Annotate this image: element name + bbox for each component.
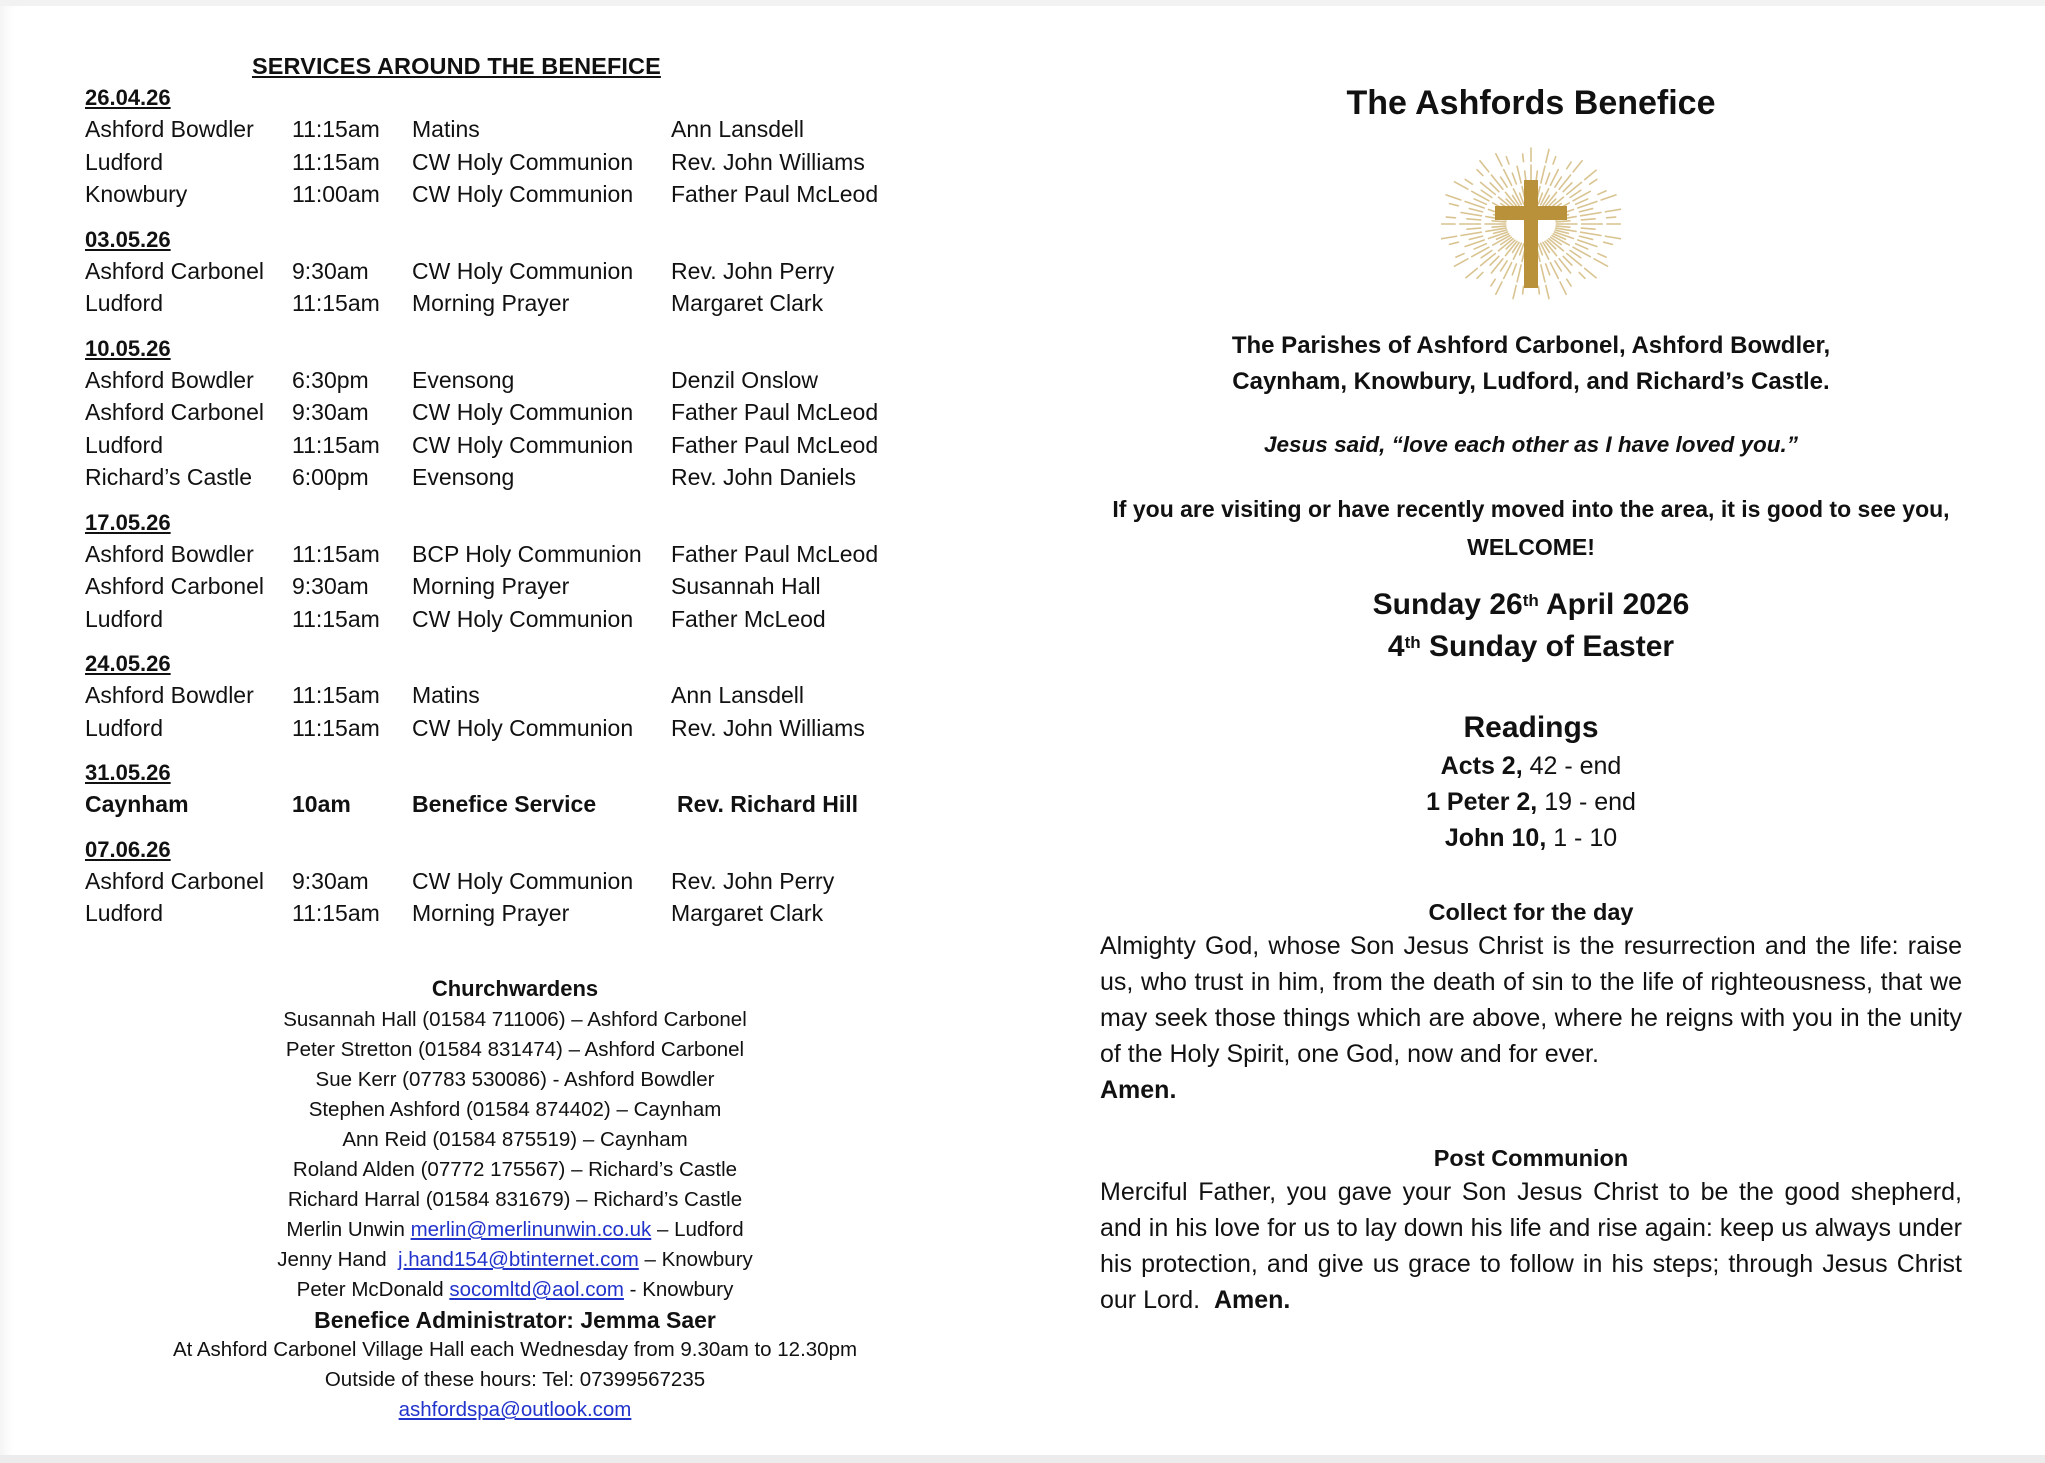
service-leader: Denzil Onslow (671, 366, 818, 393)
reading-book: 1 Peter 2, (1426, 788, 1538, 816)
ray-segment (1590, 179, 1597, 184)
ray-segment (1469, 209, 1482, 212)
churchwarden-entry (85, 1125, 945, 1155)
service-date-group (85, 835, 965, 930)
churchwarden-name: Roland Alden (292, 1158, 415, 1181)
service-place: Ludford (85, 900, 164, 926)
service-place: Richard’s Castle (85, 464, 253, 490)
service-date-group (85, 225, 965, 320)
churchwarden-parish: Ashford Bowdler (564, 1068, 715, 1091)
service-row (85, 538, 965, 571)
churchwarden-phone: (07783 530086) (402, 1068, 547, 1091)
churchwarden-phone: (01584 711006) (422, 1008, 566, 1031)
ray-segment (1461, 213, 1481, 216)
service-time: 11:15am (292, 290, 380, 316)
post-communion-text (1100, 1174, 1962, 1318)
scripture-quote: Jesus said, “love each other as I have loved you.” (1264, 432, 1798, 457)
ray-segment (1567, 162, 1571, 169)
service-type: CW Holy Communion (412, 605, 634, 632)
date-ordinal: th (1522, 591, 1539, 610)
right-column (1100, 80, 1962, 1318)
churchwarden-parish: Knowbury (642, 1278, 734, 1301)
service-row (85, 178, 965, 211)
churchwarden-separator: – (616, 1098, 628, 1121)
churchwarden-parish: Richard’s Castle (588, 1158, 738, 1181)
ray-segment (1594, 259, 1607, 266)
service-leader: Rev. John Perry (671, 257, 835, 284)
service-leader: Father Paul McLeod (671, 431, 879, 458)
ray-segment (1492, 221, 1506, 222)
ray-segment (1598, 191, 1606, 195)
service-time: 11:15am (292, 148, 380, 175)
ray-segment (1607, 217, 1616, 218)
churchwarden-separator: – (571, 1158, 583, 1181)
churchwardens-title: Churchwardens (431, 976, 599, 1001)
service-time: 10am (292, 791, 351, 817)
service-type: Morning Prayer (412, 573, 570, 599)
reading-item (1100, 820, 1962, 856)
churchwarden-entry (85, 1245, 945, 1275)
ray-segment (1517, 166, 1521, 183)
service-place: Ludford (85, 714, 164, 741)
service-leader: Rev. Richard Hill (677, 791, 859, 817)
service-type: Matins (412, 116, 480, 142)
churchwarden-parish: Caynham (599, 1128, 688, 1151)
ray-segment (1474, 199, 1486, 204)
churchwarden-separator: – (576, 1188, 588, 1211)
churchwarden-name: Peter McDonald (296, 1278, 444, 1301)
ray-segment (1555, 261, 1562, 271)
ray-segment (1506, 157, 1509, 164)
ray-segment (1461, 232, 1481, 235)
churchwarden-phone: (07772 175567) (420, 1158, 566, 1181)
post-communion-amen: Amen. (1213, 1286, 1291, 1314)
ray-segment (1465, 179, 1472, 184)
ray-segment (1601, 195, 1616, 200)
service-row (85, 429, 965, 462)
service-leader: Rev. John Williams (671, 148, 865, 175)
service-leader: Ann Lansdell (671, 116, 804, 142)
sunday-ordinal: th (1404, 633, 1421, 652)
ray-segment (1512, 264, 1516, 275)
ray-segment (1496, 282, 1502, 294)
service-leader: Father McLeod (671, 605, 826, 632)
ray-segment (1467, 228, 1481, 229)
ray-segment (1456, 254, 1464, 258)
ray-segment (1541, 265, 1545, 282)
service-type: CW Holy Communion (412, 181, 634, 207)
reading-verses: 42 - end (1522, 752, 1622, 780)
ray-segment (1474, 244, 1486, 249)
reading-book: John 10, (1444, 824, 1547, 852)
ray-segment (1517, 265, 1521, 282)
ray-segment (1481, 254, 1496, 266)
service-type: Morning Prayer (412, 290, 570, 316)
service-place: Caynham (85, 791, 189, 817)
ray-segment (1560, 282, 1566, 294)
ray-segment (1581, 228, 1595, 229)
ray-segment (1492, 226, 1506, 227)
service-date-heading: 10.05.26 (85, 335, 171, 361)
cross-vertical-bar (1524, 180, 1538, 288)
ray-segment (1567, 182, 1582, 194)
collect-text (1100, 928, 1962, 1108)
ray-segment (1446, 217, 1455, 218)
administrator-hours: At Ashford Carbonel Village Hall each Wednesday from 9.30am to 12.30pm (172, 1338, 858, 1361)
ray-segment (1469, 236, 1482, 239)
administrator-title: Benefice Administrator: Jemma Saer (314, 1307, 716, 1333)
service-row (85, 255, 965, 288)
service-leader: Father Paul McLeod (671, 540, 879, 567)
ray-segment (1501, 177, 1508, 187)
service-row (85, 603, 965, 636)
ray-segment (1576, 199, 1588, 204)
churchwarden-phone: (01584 875519) (432, 1128, 578, 1151)
service-date-heading: 17.05.26 (85, 509, 171, 535)
ray-segment (1455, 182, 1468, 189)
service-type: Morning Prayer (412, 900, 570, 926)
service-time: 9:30am (292, 399, 369, 425)
ray-segment (1581, 219, 1595, 220)
ray-segment (1496, 154, 1502, 166)
churchwarden-separator: – (656, 1218, 669, 1241)
service-place: Ashford Bowdler (85, 116, 254, 142)
ray-segment (1467, 219, 1481, 220)
ray-segment (1579, 236, 1592, 239)
service-time: 11:15am (292, 605, 380, 632)
churchwarden-entry (85, 1005, 945, 1035)
reading-verses: 19 - end (1537, 788, 1636, 816)
ray-segment (1546, 264, 1550, 275)
parishes-line-2: Caynham, Knowbury, Ludford, and Richard’s Castle. (1232, 368, 1830, 395)
service-type: CW Holy Communion (412, 148, 634, 175)
sunday-number: 4 (1387, 630, 1405, 663)
collect-title: Collect for the day (1428, 899, 1634, 925)
service-type: CW Holy Communion (412, 431, 634, 458)
service-place: Ludford (85, 290, 164, 316)
service-leader: Margaret Clark (671, 900, 824, 926)
ray-segment (1466, 268, 1477, 277)
service-time: 11:15am (292, 682, 380, 708)
service-leader: Father Paul McLeod (671, 399, 879, 425)
churchwarden-name: Susannah Hall (283, 1008, 417, 1031)
service-place: Ludford (85, 431, 164, 458)
ray-segment (1576, 244, 1588, 249)
service-date-group (85, 83, 965, 211)
service-time: 6:00pm (292, 464, 369, 490)
ray-segment (1546, 285, 1549, 298)
service-row (85, 287, 965, 320)
churchwarden-name: Peter Stretton (285, 1038, 413, 1061)
churchwarden-name: Merlin Unwin (286, 1218, 405, 1241)
service-type: BCP Holy Communion (412, 540, 642, 567)
ray-segment (1501, 261, 1508, 271)
ray-segment (1605, 236, 1621, 239)
administrator-phone: Outside of these hours: Tel: 07399567235 (324, 1368, 706, 1391)
churchwarden-entry (85, 1065, 945, 1095)
service-place: Ludford (85, 605, 164, 632)
service-row (85, 865, 965, 898)
service-type: Evensong (412, 464, 515, 490)
ray-segment (1477, 170, 1483, 176)
service-time: 9:30am (292, 257, 369, 284)
churchwarden-phone: (01584 831679) (425, 1188, 571, 1211)
ray-segment (1513, 285, 1516, 298)
service-date-group (85, 758, 965, 821)
ray-segment (1567, 254, 1582, 266)
service-type: Evensong (412, 366, 515, 393)
service-row (85, 570, 965, 603)
service-leader: Susannah Hall (671, 573, 821, 599)
service-date-heading: 31.05.26 (85, 760, 171, 785)
service-time: 11:15am (292, 714, 380, 741)
churchwarden-entry (85, 1155, 945, 1185)
service-type: Matins (412, 682, 480, 708)
ray-segment (1579, 209, 1592, 212)
post-communion-title: Post Communion (1433, 1145, 1629, 1171)
benefice-title: The Ashfords Benefice (1346, 84, 1716, 122)
service-row (85, 396, 965, 429)
churchwarden-separator: - (552, 1068, 560, 1091)
reading-item (1100, 748, 1962, 784)
parishes-list (1100, 328, 1962, 400)
service-leader: Ann Lansdell (671, 682, 804, 708)
service-place: Ashford Carbonel (85, 399, 264, 425)
churchwarden-email-link[interactable]: socomltd@aol.com (449, 1278, 624, 1301)
churchwarden-parish: Ashford Carbonel (584, 1038, 745, 1061)
service-date-group (85, 649, 965, 744)
ray-segment (1450, 204, 1459, 206)
service-time: 9:30am (292, 867, 369, 894)
ray-segment (1581, 213, 1601, 216)
service-leader: Father Paul McLeod (671, 181, 879, 207)
service-time: 6:30pm (292, 366, 369, 393)
service-row (85, 461, 965, 494)
service-time: 11:00am (292, 181, 380, 207)
service-row (85, 788, 965, 821)
service-date-group (85, 508, 965, 636)
ray-segment (1523, 154, 1524, 162)
bulletin-page (0, 6, 2045, 1458)
ray-segment (1538, 286, 1539, 294)
service-place: Ashford Carbonel (85, 257, 264, 284)
ray-segment (1546, 149, 1549, 162)
service-place: Ashford Bowdler (85, 682, 254, 708)
reading-verses: 1 - 10 (1546, 824, 1618, 852)
churchwarden-separator: – (644, 1248, 656, 1271)
ray-segment (1579, 272, 1585, 278)
welcome-line-1: If you are visiting or have recently moved into the area, it is good to see you, (1112, 496, 1950, 522)
service-place: Knowbury (85, 181, 188, 207)
service-type: CW Holy Communion (412, 257, 634, 284)
ray-segment (1541, 166, 1545, 183)
ray-segment (1567, 279, 1571, 286)
churchwardens-list (85, 1005, 945, 1305)
parishes-line-1: The Parishes of Ashford Carbonel, Ashford Bowdler, (1231, 332, 1831, 359)
churchwarden-entry (85, 1185, 945, 1215)
service-date-heading: 03.05.26 (85, 226, 171, 252)
churchwarden-name: Jenny Hand (277, 1248, 387, 1271)
service-date-heading: 24.05.26 (85, 651, 171, 676)
service-row (85, 146, 965, 179)
page-bottom-edge (0, 1455, 2045, 1463)
ray-segment (1555, 177, 1562, 187)
service-place: Ashford Carbonel (85, 573, 264, 599)
ray-segment (1556, 226, 1570, 227)
service-time: 11:15am (292, 540, 380, 567)
churchwarden-parish: Knowbury (661, 1248, 753, 1271)
post-communion-body: Merciful Father, you gave your Son Jesus Christ to be the good shepherd, and in his love for us to lay down his life and rise again: keep us always under his protection, and give us grace to follow in his steps; through Jesus Christ our Lord. (1100, 1178, 1962, 1314)
churchwarden-name: Ann Reid (342, 1128, 427, 1151)
service-place: Ashford Bowdler (85, 366, 254, 393)
reading-book: Acts 2, (1440, 752, 1523, 780)
churchwarden-phone: (01584 831474) (418, 1038, 563, 1061)
churchwarden-entry (85, 1275, 945, 1305)
reading-item (1100, 784, 1962, 820)
liturgical-day (1100, 626, 1962, 668)
ray-segment (1585, 268, 1596, 277)
cross-with-rays-icon (1441, 144, 1621, 304)
churchwarden-separator: – (571, 1008, 583, 1031)
ray-segment (1446, 195, 1461, 200)
service-row (85, 897, 965, 930)
ray-segment (1481, 182, 1496, 194)
churchwarden-email-link[interactable]: j.hand154@btinternet.com (398, 1248, 639, 1271)
ray-segment (1604, 242, 1613, 244)
service-row (85, 712, 965, 745)
sunday-name: Sunday of Easter (1420, 630, 1675, 663)
date-month-year: April 2026 (1538, 588, 1690, 621)
ray-segment (1556, 221, 1570, 222)
service-type: Benefice Service (412, 791, 597, 817)
service-date-heading: 26.04.26 (85, 85, 171, 110)
churchwarden-entry (85, 1095, 945, 1125)
churchwarden-email-link[interactable]: merlin@merlinunwin.co.uk (410, 1218, 652, 1241)
ray-segment (1553, 157, 1556, 164)
ray-segment (1605, 209, 1621, 212)
service-place: Ludford (85, 148, 164, 175)
administrator-email-link[interactable]: ashfordspa@outlook.com (398, 1398, 632, 1421)
ray-segment (1598, 254, 1606, 258)
service-place: Ashford Carbonel (85, 867, 264, 894)
cross-horizontal-bar (1495, 206, 1567, 220)
ray-segment (1480, 161, 1489, 172)
ray-segment (1477, 272, 1483, 278)
ray-segment (1512, 173, 1516, 184)
service-date-heading: 07.06.26 (85, 836, 171, 862)
collect-amen: Amen. (1100, 1076, 1177, 1104)
service-time: 11:15am (292, 900, 380, 926)
ray-segment (1491, 279, 1495, 286)
service-leader: Rev. John Daniels (671, 464, 856, 490)
service-place: Ashford Bowdler (85, 540, 254, 567)
churchwarden-name: Sue Kerr (315, 1068, 397, 1091)
churchwarden-parish: Ludford (674, 1218, 744, 1241)
collect-body: Almighty God, whose Son Jesus Christ is the resurrection and the life: raise us, who trust in him, from the death of sin to the life of righteousness, that we may seek those things which are above, where he reigns with you in the unity of the Holy Spirit, one God, now and for ever. (1100, 932, 1962, 1068)
service-row (85, 113, 965, 146)
service-leader: Rev. John Williams (671, 714, 865, 741)
readings-list (1100, 748, 1962, 856)
service-leader: Rev. John Perry (671, 867, 835, 894)
ray-segment (1523, 286, 1524, 294)
churchwarden-parish: Caynham (633, 1098, 722, 1121)
service-row (85, 679, 965, 712)
service-date (1100, 584, 1962, 626)
ray-segment (1441, 236, 1457, 239)
churchwarden-separator: - (629, 1278, 637, 1301)
service-time: 11:15am (292, 116, 380, 142)
services-title: SERVICES AROUND THE BENEFICE (252, 53, 661, 79)
churchwarden-separator: – (582, 1128, 595, 1151)
date-day: Sunday 26 (1372, 588, 1523, 621)
churchwarden-entry (85, 1035, 945, 1065)
churchwarden-name: Stephen Ashford (308, 1098, 461, 1121)
ray-segment (1450, 242, 1459, 244)
ray-segment (1573, 161, 1582, 172)
ray-segment (1585, 170, 1596, 179)
ray-segment (1581, 232, 1601, 235)
service-row (85, 364, 965, 397)
churchwarden-phone: (01584 874402) (465, 1098, 611, 1121)
churchwarden-entry (85, 1215, 945, 1245)
churchwardens-section (85, 973, 945, 1425)
readings-title: Readings (1463, 711, 1599, 744)
welcome-line-2: WELCOME! (1467, 534, 1595, 560)
churchwarden-separator: – (568, 1038, 580, 1061)
churchwarden-parish: Ashford Carbonel (587, 1008, 747, 1031)
service-type: CW Holy Communion (412, 867, 634, 894)
service-leader: Margaret Clark (671, 290, 824, 316)
welcome-message (1100, 490, 1962, 566)
ray-segment (1455, 259, 1468, 266)
ray-segment (1546, 173, 1550, 184)
service-type: CW Holy Communion (412, 714, 634, 741)
churchwarden-name: Richard Harral (287, 1188, 420, 1211)
service-time: 11:15am (292, 431, 380, 458)
service-time: 9:30am (292, 573, 369, 599)
churchwarden-parish: Richard’s Castle (593, 1188, 743, 1211)
service-type: CW Holy Communion (412, 399, 634, 425)
services-schedule (85, 83, 965, 944)
service-date-group (85, 334, 965, 494)
